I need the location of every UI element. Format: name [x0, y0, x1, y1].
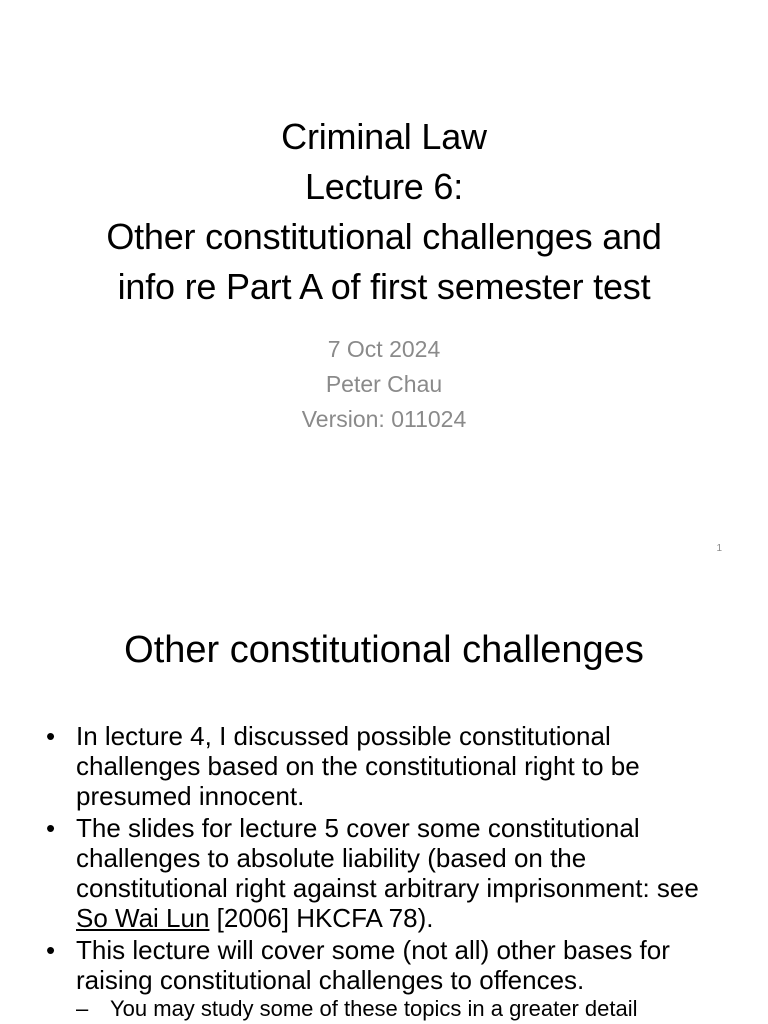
bullet-text: This lecture will cover some (not all) other bases for raising constitutional challenges to offences.: [76, 935, 670, 995]
author-name: Peter Chau: [325, 371, 443, 397]
bullet-icon: •: [46, 813, 56, 843]
bullet-text: The slides for lecture 5 cover some constitutional challenges to absolute liability (based on the constitutional right against arbitrary imprisonment: see: [76, 813, 699, 903]
case-name-so-wai-lun: So Wai Lun: [76, 903, 210, 933]
content-slide: [0, 576, 768, 1024]
title-line-course: Criminal Law: [281, 116, 487, 157]
bullet-item-this-lecture: [42, 935, 732, 995]
sub-bullet-item-study: [76, 995, 732, 1023]
bullet-text-citation: [2006] HKCFA 78).: [209, 903, 434, 933]
bullet-item-lecture-5: [42, 813, 732, 933]
bullet-text: In lecture 4, I discussed possible constitutional challenges based on the constitutional right to be presumed innocent.: [76, 721, 640, 811]
version-label: Version: 011024: [301, 406, 467, 432]
slide-subtitle: [0, 332, 768, 437]
bullet-icon: •: [46, 721, 56, 751]
slide-number: 1: [716, 543, 722, 554]
lecture-date: 7 Oct 2024: [327, 336, 441, 362]
title-line-topic-2: info re Part A of first semester test: [117, 266, 651, 307]
bullet-item-lecture-4: [42, 721, 732, 811]
title-line-lecture: Lecture 6:: [304, 166, 464, 207]
title-line-topic-1: Other constitutional challenges and: [106, 216, 662, 257]
slide-heading: Other constitutional challenges: [124, 629, 644, 671]
bullet-list: [42, 721, 732, 1023]
slide-title: [0, 112, 768, 312]
bullet-icon: •: [46, 935, 56, 965]
sub-bullet-text: You may study some of these topics in a greater detail: [110, 996, 638, 1021]
dash-icon: –: [76, 996, 89, 1021]
